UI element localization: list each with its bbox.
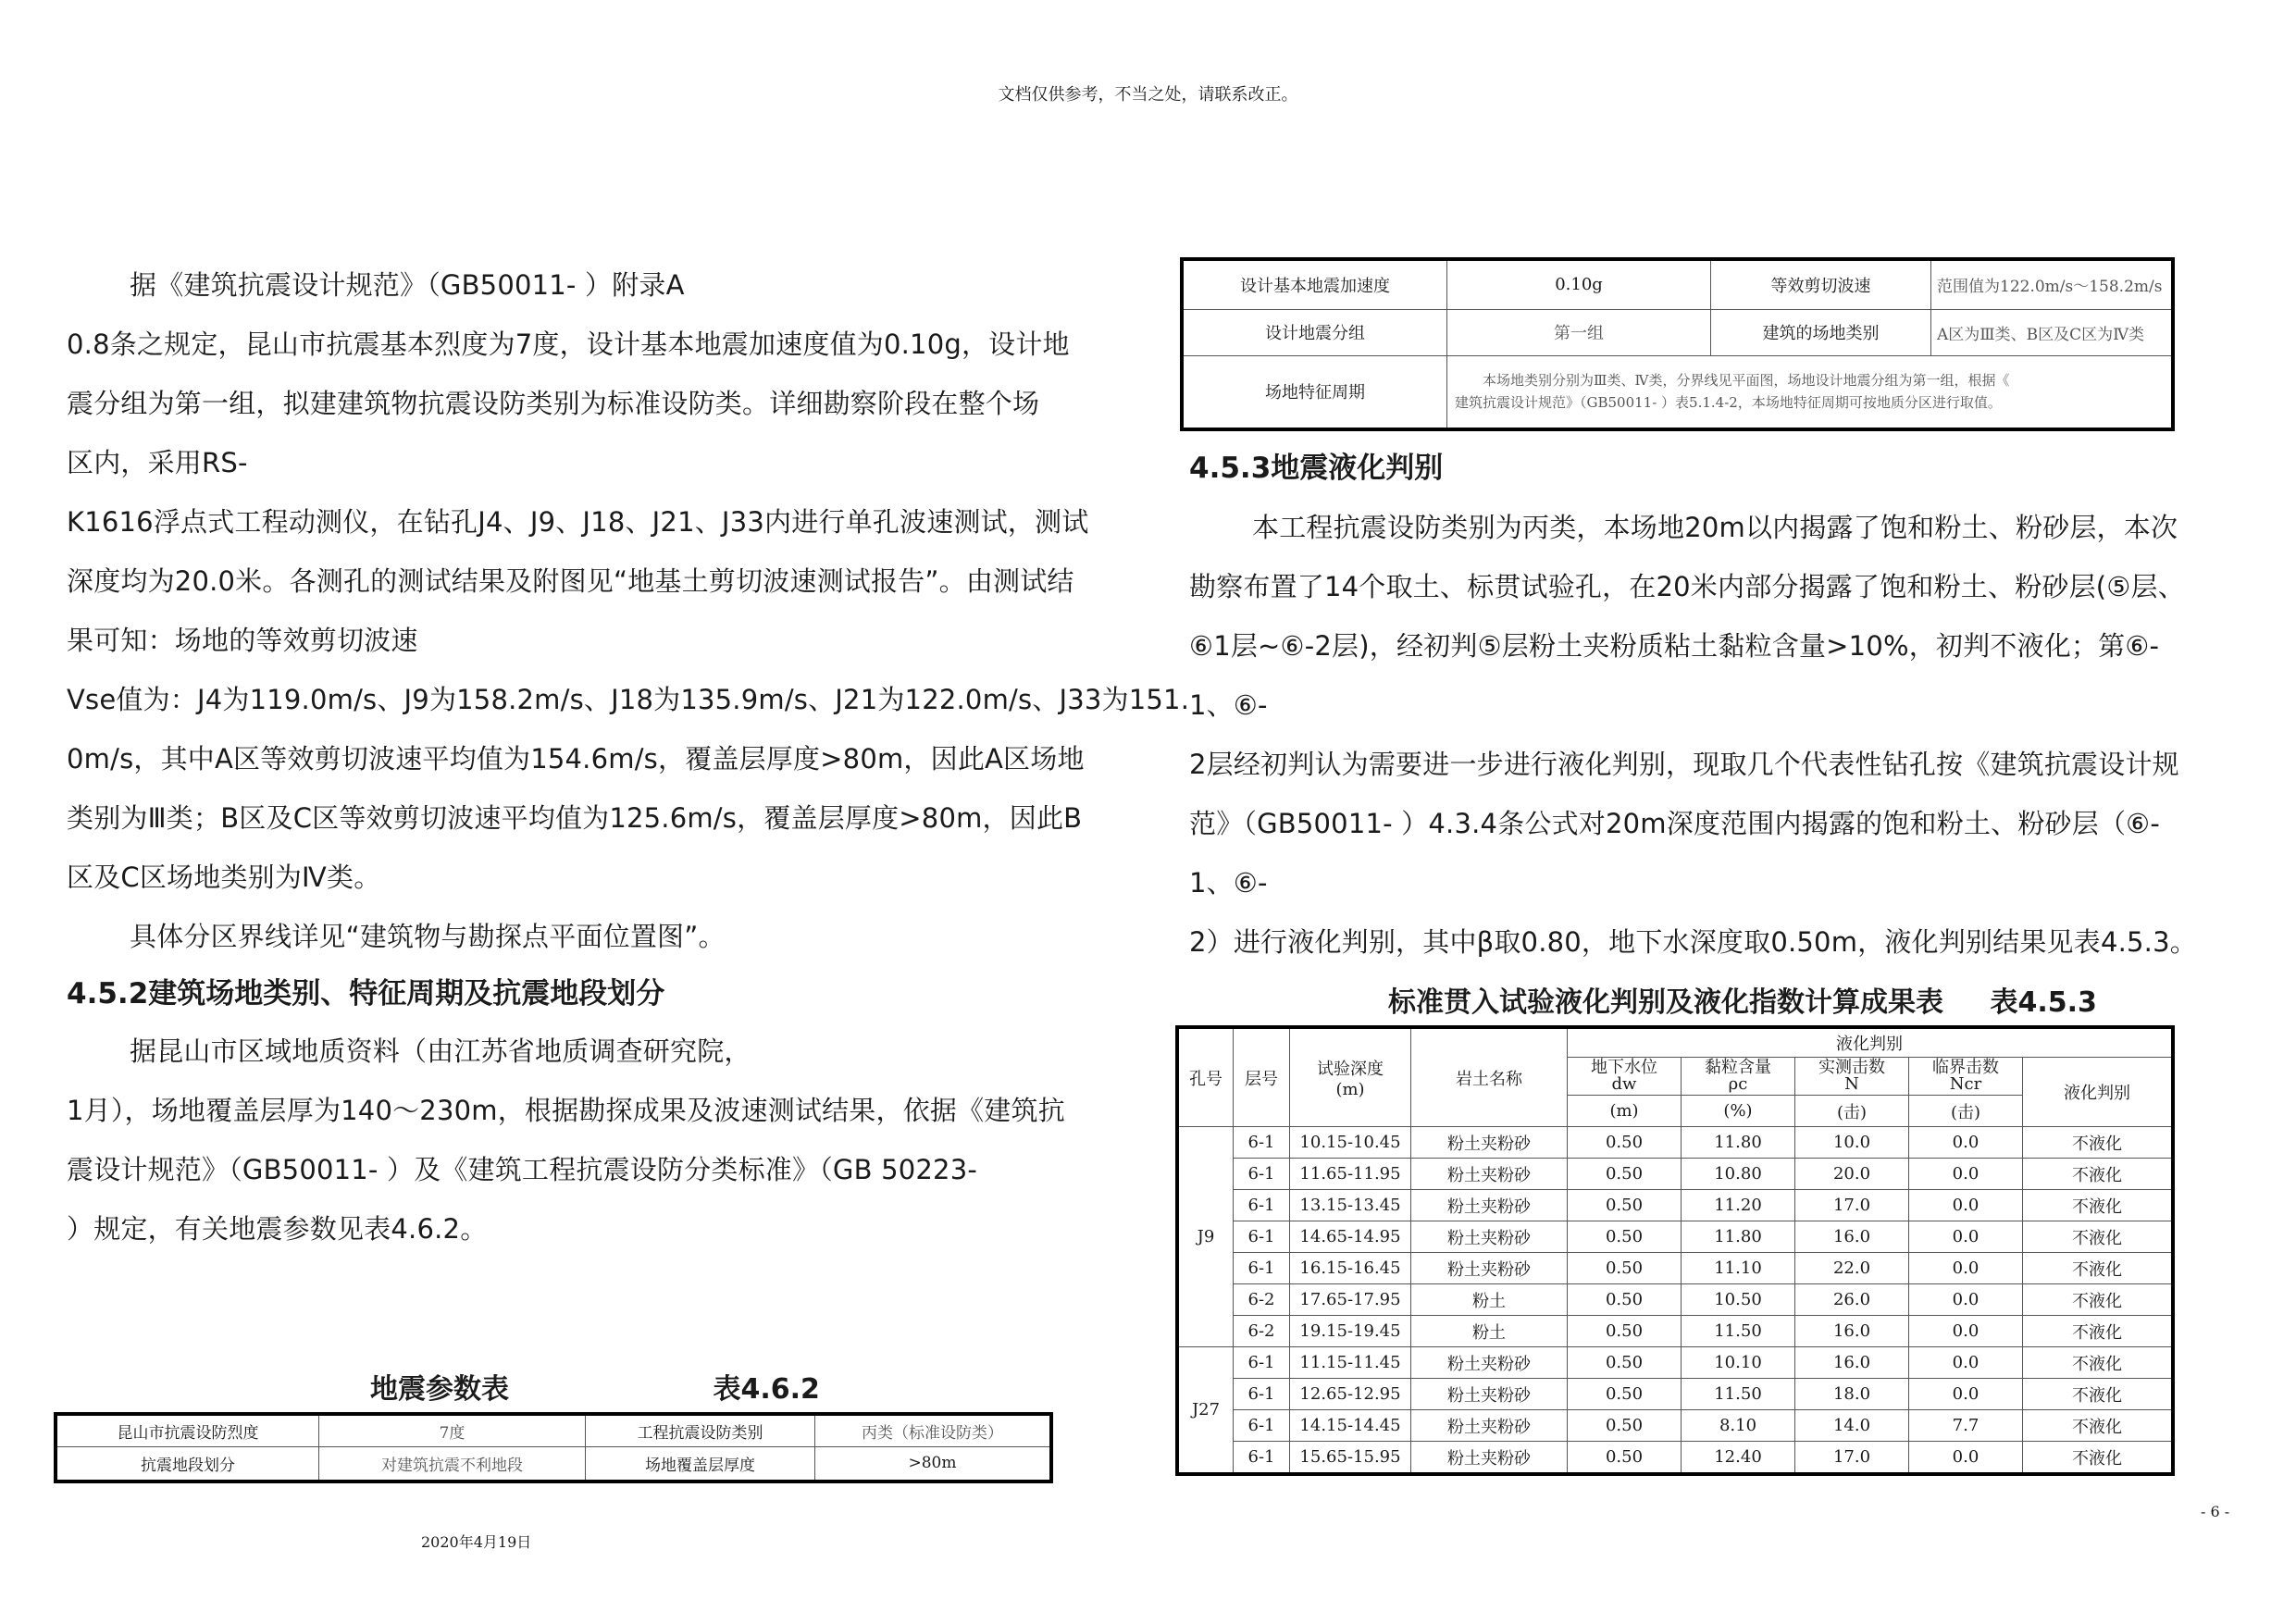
description-line: 本场地类别分别为Ⅲ类、Ⅳ类，分界线见平面图，场地设计地震分组为第一组，根据《 <box>1483 372 2010 390</box>
table-row <box>1177 1253 2173 1284</box>
table-cell-value: 丙类（标准设防类） <box>815 1414 1052 1446</box>
critical-count-cell: 0.0 <box>1909 1316 2023 1347</box>
depth-cell: 11.65-11.95 <box>1290 1159 1411 1190</box>
clay-cell: 10.50 <box>1682 1284 1795 1316</box>
critical-count-cell: 0.0 <box>1909 1159 2023 1190</box>
groundwater-cell: 0.50 <box>1568 1190 1682 1221</box>
critical-count-cell: 0.0 <box>1909 1379 2023 1410</box>
table-row <box>1177 1190 2173 1221</box>
table-row <box>56 1446 1051 1481</box>
table-cell-value: >80m <box>815 1446 1052 1481</box>
table-cell-label: 设计基本地震加速度 <box>1182 259 1447 309</box>
header-label: 临界击数 <box>1932 1058 1999 1077</box>
table-row <box>1177 1379 2173 1410</box>
text-line: 类别为Ⅲ类；B区及C区等效剪切波速平均值为125.6m/s，覆盖层厚度>80m，因此B <box>67 802 1083 834</box>
critical-count-cell: 0.0 <box>1909 1347 2023 1379</box>
section-title-4-5-3: 4.5.3地震液化判别 <box>1189 452 1444 485</box>
clay-cell: 11.50 <box>1682 1316 1795 1347</box>
depth-cell: 10.15-10.45 <box>1290 1127 1411 1159</box>
header-clay <box>1682 1058 1795 1096</box>
page-number: - 6 - <box>2201 1503 2230 1520</box>
footer-date: 2020年4月19日 <box>421 1533 532 1551</box>
critical-count-cell: 7.7 <box>1909 1410 2023 1442</box>
text-line: 深度均为20.0米。各测孔的测试结果及附图见“地基土剪切波速测试报告”。由测试结 <box>67 565 1074 597</box>
judgement-cell: 不液化 <box>2023 1410 2174 1442</box>
text-line: 据《建筑抗震设计规范》（GB50011- ）附录A <box>130 269 685 301</box>
layer-cell: 6-1 <box>1234 1190 1290 1221</box>
text-line: 震分组为第一组，拟建建筑物抗震设防类别为标准设防类。详细勘察阶段在整个场 <box>67 388 1040 419</box>
depth-cell: 14.65-14.95 <box>1290 1221 1411 1253</box>
right-column-text <box>1189 440 2244 972</box>
header-blow-count <box>1795 1058 1909 1096</box>
critical-count-cell: 0.0 <box>1909 1442 2023 1475</box>
blow-count-cell: 16.0 <box>1795 1316 1909 1347</box>
blow-count-cell: 22.0 <box>1795 1253 1909 1284</box>
table-cell-value: 0.10g <box>1447 259 1711 309</box>
soil-cell: 粉土夹粉砂 <box>1411 1159 1568 1190</box>
depth-cell: 11.15-11.45 <box>1290 1347 1411 1379</box>
header-label: 黏粒含量 <box>1705 1058 1771 1077</box>
paragraph-liquefaction <box>1189 498 2244 972</box>
depth-cell: 17.65-17.95 <box>1290 1284 1411 1316</box>
table-caption-4-5-3 <box>1388 979 2097 1020</box>
blow-count-cell: 17.0 <box>1795 1442 1909 1475</box>
table-row <box>1177 1159 2173 1190</box>
clay-cell: 8.10 <box>1682 1410 1795 1442</box>
clay-cell: 11.80 <box>1682 1221 1795 1253</box>
text-line: ⑥1层~⑥-2层)，经初判⑤层粉土夹粉质粘土黏粒含量>10%，初判不液化；第⑥- <box>1189 630 2160 662</box>
soil-cell: 粉土 <box>1411 1284 1568 1316</box>
text-line: ）规定，有关地震参数见表4.6.2。 <box>67 1213 488 1245</box>
table-cell-label: 等效剪切波速 <box>1711 259 1931 309</box>
table-cell-label: 场地特征周期 <box>1182 355 1447 429</box>
layer-cell: 6-2 <box>1234 1284 1290 1316</box>
judgement-cell: 不液化 <box>2023 1190 2174 1221</box>
text-line: Vse值为：J4为119.0m/s、J9为158.2m/s、J18为135.9m/s、J21为122.0m/s、J33为151. <box>67 684 1190 715</box>
judgement-cell: 不液化 <box>2023 1347 2174 1379</box>
table-row <box>1182 259 2173 309</box>
paragraph-seismic-intro <box>67 255 1190 907</box>
table-number: 表4.6.2 <box>713 1373 820 1406</box>
blow-count-cell: 14.0 <box>1795 1410 1909 1442</box>
judgement-cell: 不液化 <box>2023 1221 2174 1253</box>
header-judgement: 液化判别 <box>2023 1058 2174 1127</box>
blow-count-cell: 16.0 <box>1795 1221 1909 1253</box>
header-symbol: dw <box>1611 1074 1637 1094</box>
judgement-cell: 不液化 <box>2023 1159 2174 1190</box>
site-parameters-table <box>1180 257 2175 431</box>
table-cell-label: 设计地震分组 <box>1182 309 1447 355</box>
soil-cell: 粉土夹粉砂 <box>1411 1347 1568 1379</box>
soil-cell: 粉土夹粉砂 <box>1411 1442 1568 1475</box>
groundwater-cell: 0.50 <box>1568 1221 1682 1253</box>
judgement-cell: 不液化 <box>2023 1442 2174 1475</box>
table-row <box>1177 1410 2173 1442</box>
header-unit: (击) <box>1795 1096 1909 1127</box>
table-row <box>1182 355 2173 429</box>
text-line: 1、⑥- <box>1189 867 1268 899</box>
layer-cell: 6-1 <box>1234 1347 1290 1379</box>
table-cell-value: 第一组 <box>1447 309 1711 355</box>
judgement-cell: 不液化 <box>2023 1284 2174 1316</box>
text-line: 1、⑥- <box>1189 689 1268 721</box>
groundwater-cell: 0.50 <box>1568 1316 1682 1347</box>
header-label: 实测击数 <box>1818 1058 1885 1077</box>
soil-cell: 粉土夹粉砂 <box>1411 1253 1568 1284</box>
header-label: 试验深度 <box>1317 1060 1384 1079</box>
paragraph-zoning-note: 具体分区界线详见“建筑物与勘探点平面位置图”。 <box>130 921 726 952</box>
description-line: 建筑抗震设计规范》（GB50011- ）表5.1.4-2，本场地特征周期可按地质分区进行取值。 <box>1455 394 2002 412</box>
soil-cell: 粉土夹粉砂 <box>1411 1221 1568 1253</box>
layer-cell: 6-1 <box>1234 1410 1290 1442</box>
text-line: 范》（GB50011- ）4.3.4条公式对20m深度范围内揭露的饱和粉土、粉砂层（⑥- <box>1189 808 2161 839</box>
layer-cell: 6-2 <box>1234 1316 1290 1347</box>
table-cell-value: 7度 <box>319 1414 586 1446</box>
soil-cell: 粉土夹粉砂 <box>1411 1379 1568 1410</box>
soil-cell: 粉土 <box>1411 1316 1568 1347</box>
layer-cell: 6-1 <box>1234 1127 1290 1159</box>
text-line: 区及C区场地类别为Ⅳ类。 <box>67 862 381 893</box>
header-symbol: N <box>1844 1074 1859 1094</box>
text-line: 据昆山市区域地质资料（由江苏省地质调查研究院， <box>130 1035 751 1067</box>
header-label: 岩土名称 <box>1456 1069 1522 1089</box>
clay-cell: 10.10 <box>1682 1347 1795 1379</box>
clay-cell: 11.20 <box>1682 1190 1795 1221</box>
hole-id-cell: J9 <box>1177 1127 1234 1347</box>
groundwater-cell: 0.50 <box>1568 1127 1682 1159</box>
text-line: 本工程抗震设防类别为丙类，本场地20m以内揭露了饱和粉土、粉砂层，本次 <box>1252 512 2178 543</box>
header-symbol: ρc <box>1728 1074 1748 1094</box>
table-cell-label: 抗震地段划分 <box>56 1446 319 1481</box>
depth-cell: 14.15-14.45 <box>1290 1410 1411 1442</box>
header-symbol: Ncr <box>1949 1074 1982 1094</box>
header-soil <box>1411 1027 1568 1127</box>
groundwater-cell: 0.50 <box>1568 1253 1682 1284</box>
critical-count-cell: 0.0 <box>1909 1253 2023 1284</box>
table-row <box>1177 1347 2173 1379</box>
critical-count-cell: 0.0 <box>1909 1221 2023 1253</box>
table-title: 地震参数表 <box>370 1373 509 1406</box>
table-cell-label: 场地覆盖层厚度 <box>586 1446 815 1481</box>
table-cell-label: 建筑的场地类别 <box>1711 309 1931 355</box>
table-cell-value: 对建筑抗震不利地段 <box>319 1446 586 1481</box>
text-line: 震设计规范》（GB50011- ）及《建筑工程抗震设防分类标准》（GB 50223- <box>67 1154 978 1185</box>
clay-cell: 11.50 <box>1682 1379 1795 1410</box>
liquefaction-results-table <box>1175 1025 2175 1476</box>
critical-count-cell: 0.0 <box>1909 1190 2023 1221</box>
table-header-row <box>1177 1027 2173 1058</box>
judgement-cell: 不液化 <box>2023 1316 2174 1347</box>
groundwater-cell: 0.50 <box>1568 1347 1682 1379</box>
layer-cell: 6-1 <box>1234 1221 1290 1253</box>
blow-count-cell: 26.0 <box>1795 1284 1909 1316</box>
text-line: 勘察布置了14个取土、标贯试验孔，在20米内部分揭露了饱和粉土、粉砂层(⑤层、 <box>1189 571 2185 602</box>
groundwater-cell: 0.50 <box>1568 1442 1682 1475</box>
header-critical-count <box>1909 1058 2023 1096</box>
table-cell-value: A区为Ⅲ类、B区及C区为Ⅳ类 <box>1931 309 2174 355</box>
text-line: 2）进行液化判别，其中β取0.80，地下水深度取0.50m，液化判别结果见表4.5.3。 <box>1189 926 2197 958</box>
groundwater-cell: 0.50 <box>1568 1159 1682 1190</box>
text-line: 区内，采用RS- <box>67 447 248 478</box>
judgement-cell: 不液化 <box>2023 1127 2174 1159</box>
seismic-parameters-table <box>54 1412 1053 1483</box>
left-column <box>67 255 1190 1258</box>
header-note: 文档仅供参考，不当之处，请联系改正。 <box>998 85 1298 105</box>
header-unit: (击) <box>1909 1096 2023 1127</box>
blow-count-cell: 20.0 <box>1795 1159 1909 1190</box>
layer-cell: 6-1 <box>1234 1442 1290 1475</box>
clay-cell: 11.10 <box>1682 1253 1795 1284</box>
table-row <box>1177 1442 2173 1475</box>
depth-cell: 19.15-19.45 <box>1290 1316 1411 1347</box>
depth-cell: 15.65-15.95 <box>1290 1442 1411 1475</box>
table-cell-label: 昆山市抗震设防烈度 <box>56 1414 319 1446</box>
text-line: 0.8条之规定，昆山市抗震基本烈度为7度，设计基本地震加速度值为0.10g，设计地 <box>67 329 1070 360</box>
critical-count-cell: 0.0 <box>1909 1284 2023 1316</box>
table-title: 标准贯入试验液化判别及液化指数计算成果表 <box>1388 986 1943 1019</box>
clay-cell: 10.80 <box>1682 1159 1795 1190</box>
table-row <box>56 1414 1051 1446</box>
layer-cell: 6-1 <box>1234 1159 1290 1190</box>
soil-cell: 粉土夹粉砂 <box>1411 1410 1568 1442</box>
soil-cell: 粉土夹粉砂 <box>1411 1190 1568 1221</box>
header-label: 层号 <box>1245 1069 1278 1089</box>
header-label: 地下水位 <box>1591 1058 1657 1077</box>
header-groundwater <box>1568 1058 1682 1096</box>
text-line: K1616浮点式工程动测仪，在钻孔J4、J9、J18、J21、J33内进行单孔波速测试，测试 <box>67 506 1089 538</box>
judgement-cell: 不液化 <box>2023 1253 2174 1284</box>
table-cell-value: 范围值为122.0m/s～158.2m/s <box>1931 259 2174 309</box>
depth-cell: 12.65-12.95 <box>1290 1379 1411 1410</box>
hole-id-cell: J27 <box>1177 1347 1234 1475</box>
table-number: 表4.5.3 <box>1990 986 2097 1019</box>
table-row <box>1177 1127 2173 1159</box>
header-depth <box>1290 1027 1411 1127</box>
table-row <box>1177 1284 2173 1316</box>
section-title-4-5-2: 4.5.2建筑场地类别、特征周期及抗震地段划分 <box>67 977 665 1010</box>
layer-cell: 6-1 <box>1234 1253 1290 1284</box>
header-layer <box>1234 1027 1290 1127</box>
blow-count-cell: 10.0 <box>1795 1127 1909 1159</box>
paragraph-regional-geology <box>67 1022 1131 1258</box>
text-line: 果可知：场地的等效剪切波速 <box>67 625 418 656</box>
critical-count-cell: 0.0 <box>1909 1127 2023 1159</box>
groundwater-cell: 0.50 <box>1568 1284 1682 1316</box>
text-line: 1月），场地覆盖层厚为140～230m，根据勘探成果及波速测试结果，依据《建筑抗 <box>67 1095 1065 1126</box>
clay-cell: 11.80 <box>1682 1127 1795 1159</box>
header-hole <box>1177 1027 1234 1127</box>
blow-count-cell: 17.0 <box>1795 1190 1909 1221</box>
text-line: 2层经初判认为需要进一步进行液化判别，现取几个代表性钻孔按《建筑抗震设计规 <box>1189 749 2179 780</box>
soil-cell: 粉土夹粉砂 <box>1411 1127 1568 1159</box>
table-row <box>1177 1316 2173 1347</box>
header-group: 液化判别 <box>1568 1027 2174 1058</box>
header-label: 孔号 <box>1189 1069 1222 1089</box>
groundwater-cell: 0.50 <box>1568 1379 1682 1410</box>
blow-count-cell: 16.0 <box>1795 1347 1909 1379</box>
depth-cell: 13.15-13.45 <box>1290 1190 1411 1221</box>
table-body <box>1177 1127 2173 1475</box>
table-caption-4-6-2 <box>370 1366 820 1407</box>
layer-cell: 6-1 <box>1234 1379 1290 1410</box>
depth-cell: 16.15-16.45 <box>1290 1253 1411 1284</box>
table-cell-description <box>1447 355 2174 429</box>
blow-count-cell: 18.0 <box>1795 1379 1909 1410</box>
table-row <box>1182 309 2173 355</box>
table-row <box>1177 1221 2173 1253</box>
header-unit: (%) <box>1682 1096 1795 1127</box>
clay-cell: 12.40 <box>1682 1442 1795 1475</box>
header-unit: (m) <box>1568 1096 1682 1127</box>
text-line: 0m/s，其中A区等效剪切波速平均值为154.6m/s，覆盖层厚度>80m，因此A区场地 <box>67 743 1085 775</box>
groundwater-cell: 0.50 <box>1568 1410 1682 1442</box>
header-unit: (m) <box>1335 1080 1365 1099</box>
judgement-cell: 不液化 <box>2023 1379 2174 1410</box>
table-cell-label: 工程抗震设防类别 <box>586 1414 815 1446</box>
